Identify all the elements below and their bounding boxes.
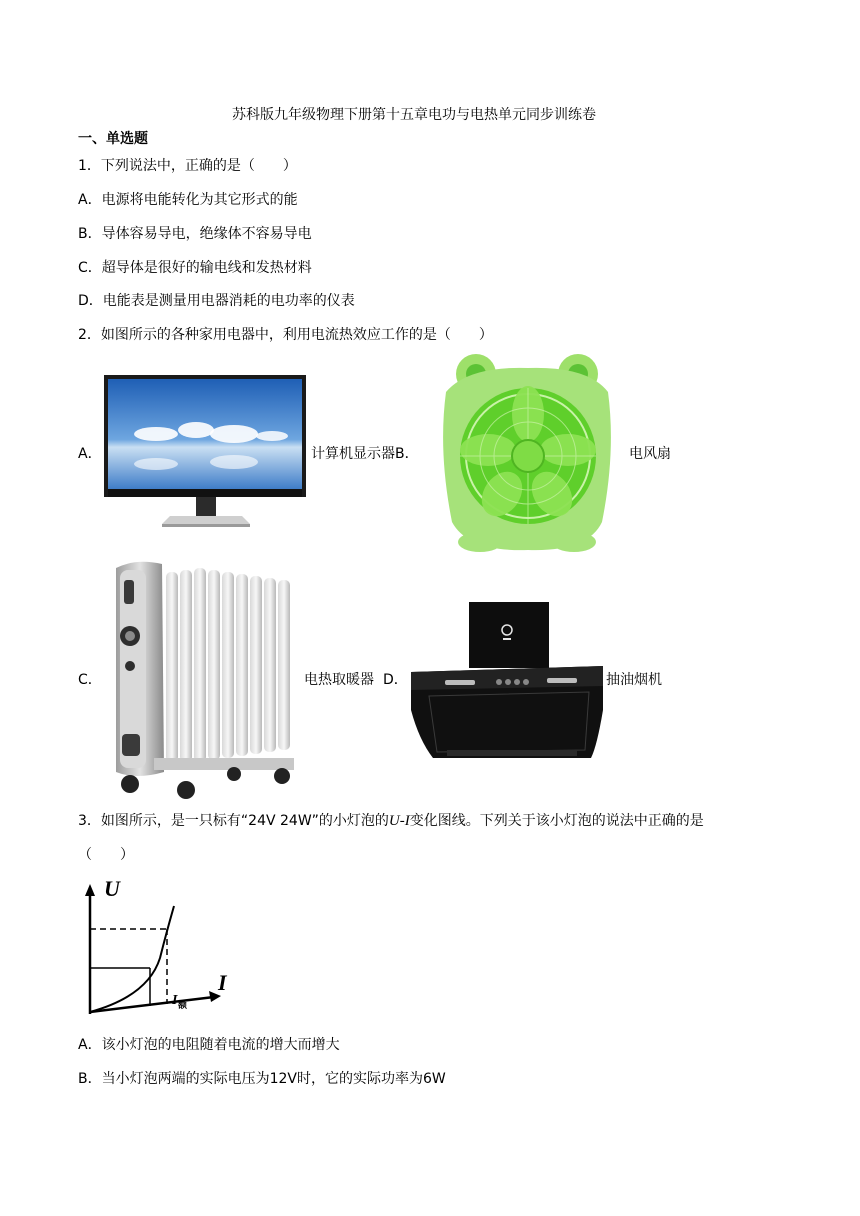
q3-stem-part1: 3．如图所示，是一只标有“24V 24W”的小灯泡的 [78,813,389,829]
q3-stem [78,812,704,830]
range-hood-image [407,600,607,760]
q2-option-b-label: 电风扇 [629,446,671,462]
page-title: 苏科版九年级物理下册第十五章电功与电热单元同步训练卷 [232,107,596,123]
heater-image [106,558,302,802]
q2-option-c-letter: C． [78,672,102,688]
q1-option-c: C．超导体是很好的输电线和发热材料 [78,260,312,276]
fan-image [428,352,626,554]
q2-option-d-label: 抽油烟机 [606,672,662,688]
q1-option-d: D．电能表是测量用电器消耗的电功率的仪表 [78,293,355,309]
q1-option-b: B．导体容易导电，绝缘体不容易导电 [78,226,312,242]
q2-option-a-letter: A． [78,446,102,462]
q2-stem: 2．如图所示的各种家用电器中，利用电流热效应工作的是（ ） [78,327,493,343]
q1-stem: 1．下列说法中，正确的是（ ） [78,158,297,174]
q1-option-a: A．电源将电能转化为其它形式的能 [78,192,298,208]
q3-option-b: B．当小灯泡两端的实际电压为12V时，它的实际功率为6W [78,1071,446,1087]
q2-option-c-label: 电热取暖器 [304,672,374,688]
q2-option-d-letter: D． [383,672,408,688]
rated-current-label: I [172,993,178,1008]
q3-option-a: A．该小灯泡的电阻随着电流的增大而增大 [78,1037,340,1053]
q3-stem-paren: （ ） [78,847,134,863]
x-axis-label: I [218,970,227,995]
rated-current-subscript: 额 [178,1001,188,1011]
section-heading: 一、单选题 [78,131,148,147]
monitor-image [104,372,308,530]
y-axis-label: U [104,876,120,901]
ui-graph [78,876,248,1022]
q3-stem-part2: 变化图线。下列关于该小灯泡的说法中正确的是 [409,813,704,829]
q2-option-a-label: 计算机显示器 [311,446,395,462]
q2-option-b-letter: B． [395,446,419,462]
q3-stem-ui: U-I [388,813,410,829]
